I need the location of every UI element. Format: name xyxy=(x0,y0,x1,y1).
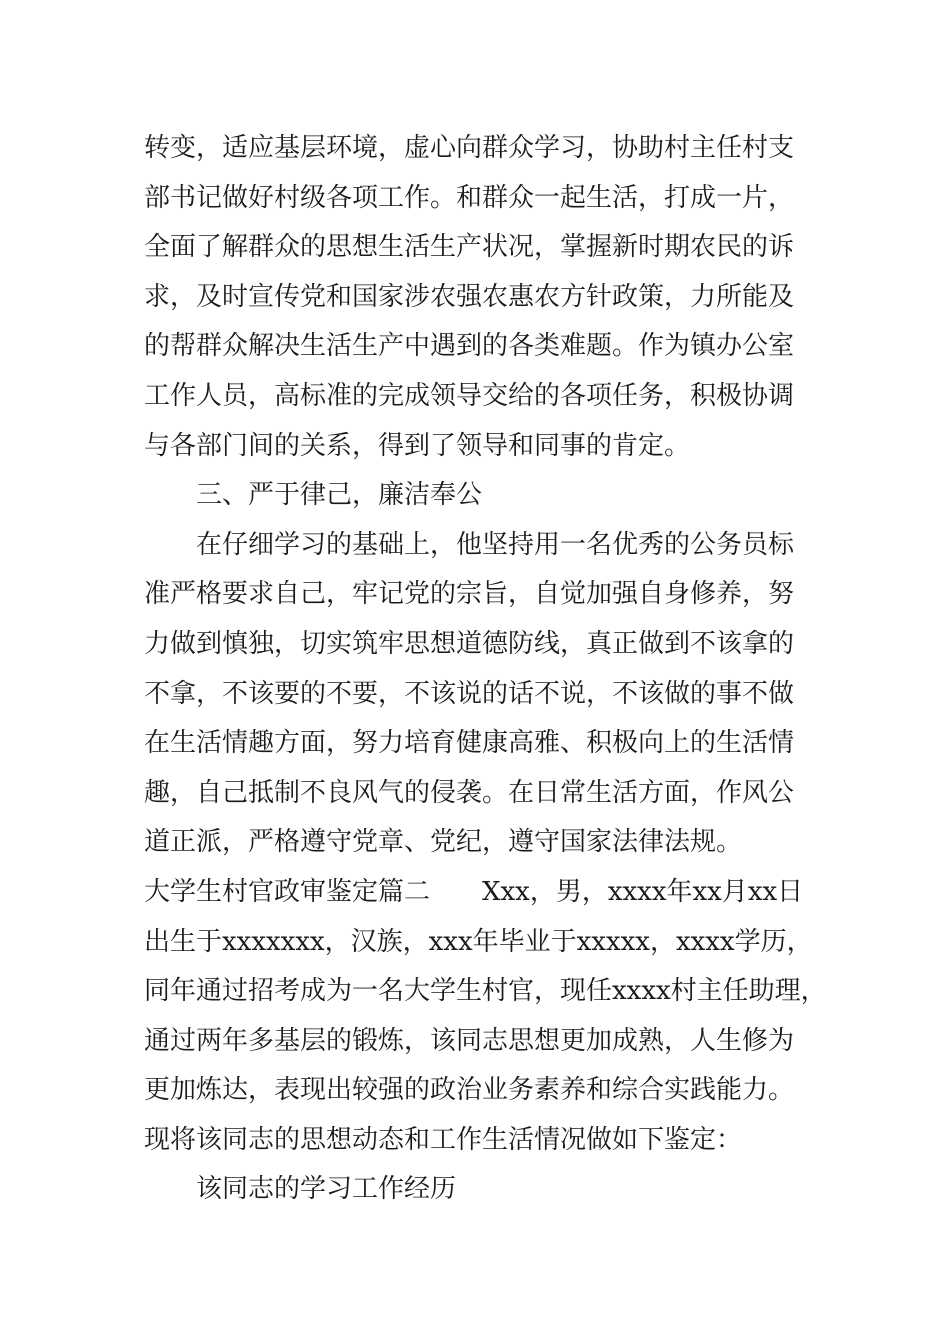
section-heading-experience: 该同志的学习工作经历 xyxy=(196,1174,457,1205)
body-line-6: 工作人员，高标准的完成领导交给的各项任务，积极协调 xyxy=(144,380,795,411)
body-line-4: 求，及时宣传党和国家涉农强农惠农方针政策，力所能及 xyxy=(144,281,795,312)
body-line-11: 力做到慎独，切实筑牢思想道德防线，真正做到不该拿的 xyxy=(144,628,795,659)
body-line-10: 准严格要求自己，牢记党的宗旨，自觉加强自身修养，努 xyxy=(144,579,795,610)
body-line-5: 的帮群众解决生活生产中遇到的各类难题。作为镇办公室 xyxy=(144,331,795,362)
body-line-17: 出生于xxxxxxx，汉族，xxx年毕业于xxxxx，xxxx学历， xyxy=(144,926,813,957)
body-line-21: 现将该同志的思想动态和工作生活情况做如下鉴定： xyxy=(144,1124,743,1155)
section-heading-3: 三、严于律己，廉洁奉公 xyxy=(196,480,483,511)
body-line-18: 同年通过招考成为一名大学生村官，现任xxxx村主任助理， xyxy=(144,976,827,1007)
body-line-2: 部书记做好村级各项工作。和群众一起生活，打成一片， xyxy=(144,182,795,213)
body-line-15: 道正派，严格遵守党章、党纪，遵守国家法律法规。 xyxy=(144,827,743,858)
body-line-14: 趣，自己抵制不良风气的侵袭。在日常生活方面，作风公 xyxy=(144,777,795,808)
body-line-13: 在生活情趣方面，努力培育健康高雅、积极向上的生活情 xyxy=(144,728,795,759)
body-line-7: 与各部门间的关系，得到了领导和同事的肯定。 xyxy=(144,430,691,461)
body-line-20: 更加炼达，表现出较强的政治业务素养和综合实践能力。 xyxy=(144,1075,795,1106)
body-line-12: 不拿，不该要的不要，不该说的话不说，不该做的事不做 xyxy=(144,678,795,709)
body-line-1: 转变，适应基层环境，虚心向群众学习，协助村主任村支 xyxy=(144,133,795,163)
body-line-3: 全面了解群众的思想生活生产状况，掌握新时期农民的诉 xyxy=(144,232,795,263)
body-line-19: 通过两年多基层的锻炼，该同志思想更加成熟，人生修为 xyxy=(144,1025,795,1056)
document-body xyxy=(144,124,844,1215)
body-line-9: 在仔细学习的基础上，他坚持用一名优秀的公务员标 xyxy=(196,529,795,560)
article-title-line: 大学生村官政审鉴定篇二 Xxx，男，xxxx年xx月xx日 xyxy=(144,876,804,907)
